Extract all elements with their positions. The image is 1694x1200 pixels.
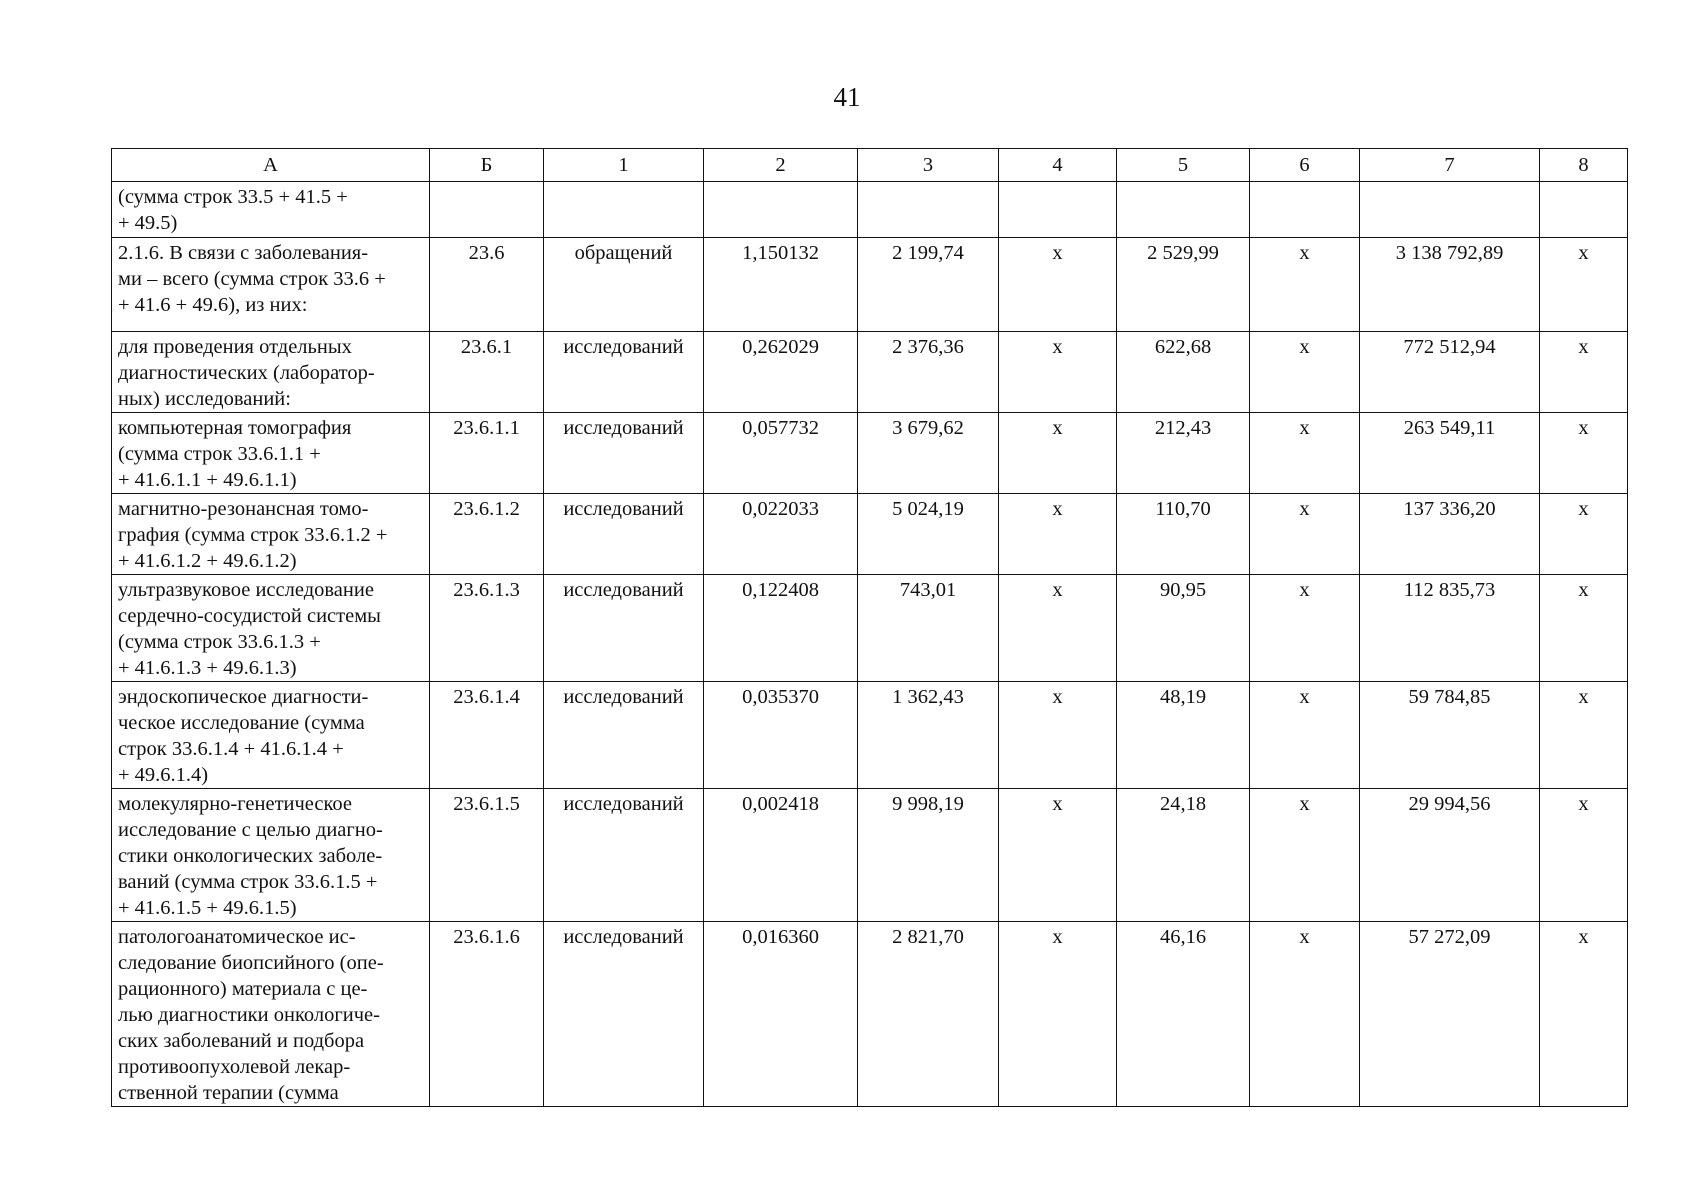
cell-code: 23.6.1.3 — [430, 575, 544, 682]
header-cell-7: 7 — [1360, 149, 1540, 182]
cell-col3: 5 024,19 — [858, 494, 999, 575]
cell-col1 — [544, 182, 704, 238]
cell-code: 23.6.1.4 — [430, 682, 544, 789]
cell-col6: х — [1250, 332, 1360, 413]
cell-col3: 9 998,19 — [858, 789, 999, 922]
description-line: молекулярно-генетическое — [118, 793, 353, 815]
cell-col8: х — [1540, 922, 1628, 1107]
cell-col2: 0,016360 — [704, 922, 858, 1107]
cell-col7: 772 512,94 — [1360, 332, 1540, 413]
cell-col8: х — [1540, 682, 1628, 789]
description-line: диагностических (лаборатор- — [118, 362, 375, 384]
cell-code: 23.6.1.5 — [430, 789, 544, 922]
row-description — [112, 182, 430, 238]
header-cell-8: 8 — [1540, 149, 1628, 182]
cell-col5: 622,68 — [1117, 332, 1250, 413]
cell-col8: х — [1540, 238, 1628, 332]
cell-col5: 48,19 — [1117, 682, 1250, 789]
description-line: графия (сумма строк 33.6.1.2 + — [118, 524, 388, 546]
header-cell-1: 1 — [544, 149, 704, 182]
description-line: + 41.6.1.1 + 49.6.1.1) — [118, 469, 297, 491]
description-line: ных) исследований: — [118, 388, 291, 410]
cell-col4: х — [999, 238, 1117, 332]
cell-col7: 137 336,20 — [1360, 494, 1540, 575]
cell-col3: 1 362,43 — [858, 682, 999, 789]
header-cell-6: 6 — [1250, 149, 1360, 182]
cell-col2: 0,022033 — [704, 494, 858, 575]
cell-code: 23.6.1.2 — [430, 494, 544, 575]
description-line: эндоскопическое диагности- — [118, 686, 369, 708]
cell-code: 23.6 — [430, 238, 544, 332]
data-table — [111, 148, 1628, 1107]
header-cell-4: 4 — [999, 149, 1117, 182]
cell-col7: 3 138 792,89 — [1360, 238, 1540, 332]
description-line: стики онкологических заболе- — [118, 845, 383, 867]
cell-col3: 2 821,70 — [858, 922, 999, 1107]
description-line: + 41.6.1.2 + 49.6.1.2) — [118, 550, 297, 572]
cell-col5: 46,16 — [1117, 922, 1250, 1107]
table-row — [112, 238, 1628, 332]
cell-col3: 3 679,62 — [858, 413, 999, 494]
description-line: рационного) материала с це- — [118, 978, 368, 1000]
description-line: 2.1.6. В связи с заболевания- — [118, 242, 369, 264]
cell-col8: х — [1540, 575, 1628, 682]
cell-col5: 110,70 — [1117, 494, 1250, 575]
cell-col1: исследований — [544, 332, 704, 413]
cell-col8 — [1540, 182, 1628, 238]
row-description — [112, 238, 430, 332]
description-line: (сумма строк 33.6.1.3 + — [118, 631, 321, 653]
description-line: + 41.6.1.5 + 49.6.1.5) — [118, 897, 297, 919]
cell-col8: х — [1540, 494, 1628, 575]
header-cell-3: 3 — [858, 149, 999, 182]
cell-col5: 24,18 — [1117, 789, 1250, 922]
description-line: ваний (сумма строк 33.6.1.5 + — [118, 871, 378, 893]
cell-col1: исследований — [544, 789, 704, 922]
description-line: + 41.6.1.3 + 49.6.1.3) — [118, 657, 297, 679]
cell-col2 — [704, 182, 858, 238]
description-line: ских заболеваний и подбора — [118, 1030, 365, 1052]
description-line: ственной терапии (сумма — [118, 1082, 339, 1104]
cell-col5: 212,43 — [1117, 413, 1250, 494]
description-line: ультразвуковое исследование — [118, 579, 374, 601]
row-description — [112, 413, 430, 494]
cell-col6: х — [1250, 922, 1360, 1107]
description-line: строк 33.6.1.4 + 41.6.1.4 + — [118, 738, 344, 760]
cell-col8: х — [1540, 332, 1628, 413]
cell-col1: исследований — [544, 494, 704, 575]
description-line: (сумма строк 33.5 + 41.5 + — [118, 186, 348, 208]
cell-col3 — [858, 182, 999, 238]
description-line: сердечно-сосудистой системы — [118, 605, 381, 627]
description-line: противоопухолевой лекар- — [118, 1056, 351, 1078]
cell-col6: х — [1250, 238, 1360, 332]
cell-col2: 1,150132 — [704, 238, 858, 332]
description-line: лью диагностики онкологиче- — [118, 1004, 380, 1026]
cell-code: 23.6.1.6 — [430, 922, 544, 1107]
table-row — [112, 413, 1628, 494]
cell-col7: 59 784,85 — [1360, 682, 1540, 789]
header-cell-a: А — [112, 149, 430, 182]
cell-col6: х — [1250, 575, 1360, 682]
cell-col5: 2 529,99 — [1117, 238, 1250, 332]
row-description — [112, 789, 430, 922]
description-line: патологоанатомическое ис- — [118, 926, 356, 948]
cell-col2: 0,262029 — [704, 332, 858, 413]
cell-col3: 2 376,36 — [858, 332, 999, 413]
cell-col6: х — [1250, 413, 1360, 494]
description-line: исследование с целью диагно- — [118, 819, 383, 841]
description-line: + 49.6.1.4) — [118, 764, 209, 786]
description-line: магнитно-резонансная томо- — [118, 498, 369, 520]
cell-col1: исследований — [544, 413, 704, 494]
cell-col2: 0,002418 — [704, 789, 858, 922]
cell-col7: 29 994,56 — [1360, 789, 1540, 922]
cell-col6: х — [1250, 682, 1360, 789]
cell-col4: х — [999, 332, 1117, 413]
cell-col5 — [1117, 182, 1250, 238]
cell-col7 — [1360, 182, 1540, 238]
cell-col5: 90,95 — [1117, 575, 1250, 682]
cell-col2: 0,057732 — [704, 413, 858, 494]
cell-col7: 263 549,11 — [1360, 413, 1540, 494]
description-line: ческое исследование (сумма — [118, 712, 365, 734]
row-description — [112, 494, 430, 575]
row-description — [112, 682, 430, 789]
cell-code — [430, 182, 544, 238]
cell-col4: х — [999, 575, 1117, 682]
description-line: + 49.5) — [118, 212, 178, 234]
cell-code: 23.6.1 — [430, 332, 544, 413]
description-line: + 41.6 + 49.6), из них: — [118, 294, 308, 316]
cell-col2: 0,122408 — [704, 575, 858, 682]
row-description — [112, 332, 430, 413]
description-line: для проведения отдельных — [118, 336, 352, 358]
cell-col1: исследований — [544, 575, 704, 682]
cell-code: 23.6.1.1 — [430, 413, 544, 494]
cell-col8: х — [1540, 789, 1628, 922]
description-line: (сумма строк 33.6.1.1 + — [118, 443, 321, 465]
cell-col8: х — [1540, 413, 1628, 494]
table-row — [112, 332, 1628, 413]
cell-col4: х — [999, 494, 1117, 575]
row-description — [112, 922, 430, 1107]
table-row — [112, 789, 1628, 922]
cell-col6: х — [1250, 789, 1360, 922]
header-cell-2: 2 — [704, 149, 858, 182]
table-row — [112, 922, 1628, 1107]
description-line: следование биопсийного (опе- — [118, 952, 384, 974]
header-cell-5: 5 — [1117, 149, 1250, 182]
cell-col6 — [1250, 182, 1360, 238]
cell-col4: х — [999, 789, 1117, 922]
cell-col7: 57 272,09 — [1360, 922, 1540, 1107]
cell-col2: 0,035370 — [704, 682, 858, 789]
row-description — [112, 575, 430, 682]
cell-col1: обращений — [544, 238, 704, 332]
cell-col1: исследований — [544, 922, 704, 1107]
table-row — [112, 682, 1628, 789]
description-line: ми – всего (сумма строк 33.6 + — [118, 268, 386, 290]
description-line: компьютерная томография — [118, 417, 352, 439]
cell-col4: х — [999, 413, 1117, 494]
header-cell-b: Б — [430, 149, 544, 182]
page-number: 41 — [833, 82, 861, 112]
cell-col6: х — [1250, 494, 1360, 575]
table-row — [112, 575, 1628, 682]
cell-col4: х — [999, 922, 1117, 1107]
cell-col3: 743,01 — [858, 575, 999, 682]
header-row — [112, 149, 1628, 182]
cell-col1: исследований — [544, 682, 704, 789]
table-row — [112, 182, 1628, 238]
cell-col7: 112 835,73 — [1360, 575, 1540, 682]
cell-col4: х — [999, 682, 1117, 789]
cell-col3: 2 199,74 — [858, 238, 999, 332]
table-row — [112, 494, 1628, 575]
cell-col4 — [999, 182, 1117, 238]
